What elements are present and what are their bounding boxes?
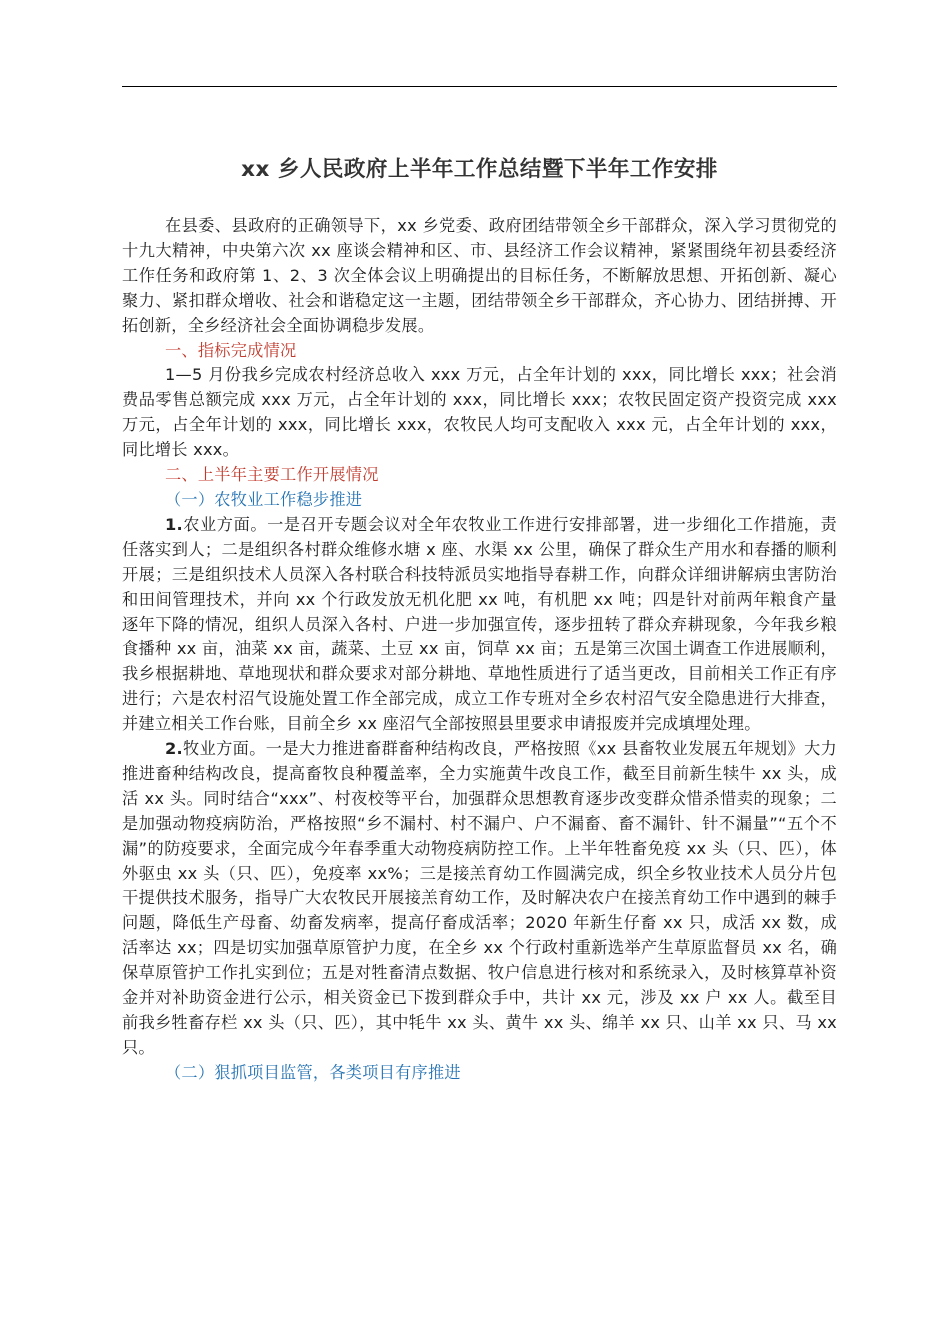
subsection-heading-agriculture: （一）农牧业工作稳步推进 xyxy=(165,489,363,509)
section-heading-indicators: 一、指标完成情况 xyxy=(165,340,297,360)
agriculture-paragraph xyxy=(122,513,837,737)
animal-husbandry-paragraph xyxy=(122,737,837,1061)
document-body xyxy=(122,214,837,1086)
item-number: 1. xyxy=(165,514,183,534)
document-title: xx 乡人民政府上半年工作总结暨下半年工作安排 xyxy=(241,157,718,182)
section-heading-main-work: 二、上半年主要工作开展情况 xyxy=(165,465,379,485)
indicators-paragraph: 1—5 月份我乡完成农村经济总收入 xxx 万元，占全年计划的 xxx，同比增长 xxx；社会消费品零售总额完成 xxx 万元，占全年计划的 xxx，同比增长 xxx；农牧民固定资产投资完成 xxx 万元，占全年计划的 xxx，同比增长 xxx，农牧民人均可支配收入 xxx 元，占全年计划的 xxx，同比增长 xxx。 xyxy=(122,365,837,460)
intro-paragraph: 在县委、县政府的正确领导下，xx 乡党委、政府团结带领全乡干部群众，深入学习贯彻党的十九大精神，中央第六次 xx 座谈会精神和区、市、县经济工作会议精神，紧紧围绕年初县委经济工作任务和政府第 1、2、3 次全体会议上明确提出的目标任务，不断解放思想、开拓创新、凝心聚力、紧扣群众增收、社会和谐稳定这一主题，团结带领全乡干部群众，齐心协力、团结拼搏、开拓创新，全乡经济社会全面协调稳步发展。 xyxy=(122,216,837,335)
item-text: 牧业方面。一是大力推进畜群畜种结构改良，严格按照《xx 县畜牧业发展五年规划》大力推进畜种结构改良，提高畜牧良种覆盖率，全力实施黄牛改良工作，截至目前新生犊牛 xx 头，成活 xx 头。同时结合“xxx”、村夜校等平台，加强群众思想教育逐步改变群众惜杀惜卖的现象；二是加强动物疫病防治，严格按照“乡不漏村、村不漏户、户不漏畜、畜不漏针、针不漏量”“五个不漏”的防疫要求，全面完成今年春季重大动物疫病防控工作。上半年牲畜免疫 xx 头（只、匹），体外驱虫 xx 头（只、匹），免疫率 xx%；三是接羔育幼工作圆满完成，织全乡牧业技术人员分片包干提供技术服务，指导广大农牧民开展接羔育幼工作，及时解决农户在接羔育幼工作中遇到的棘手问题，降低生产母畜、幼畜发病率，提高仔畜成活率；2020 年新生仔畜 xx 只，成活 xx 数，成活率达 xx；四是切实加强草原管护力度，在全乡 xx 个行政村重新选举产生草原监督员 xx 名，确保草原管护工作扎实到位；五是对牲畜清点数据、牧户信息进行核对和系统录入，及时核算草补资金并对补助资金进行公示，相关资金已下拨到群众手中，共计 xx 元，涉及 xx 户 xx 人。截至目前我乡牲畜存栏 xx 头（只、匹），其中牦牛 xx 头、黄牛 xx 头、绵羊 xx 只、山羊 xx 只、马 xx 只。 xyxy=(122,739,837,1057)
item-text: 农业方面。一是召开专题会议对全年农牧业工作进行安排部署，进一步细化工作措施，责任落实到人；二是组织各村群众维修水塘 x 座、水渠 xx 公里，确保了群众生产用水和春播的顺利开展；三是组织技术人员深入各村联合科技特派员实地指导春耕工作，向群众详细讲解病虫害防治和田间管理技术，并向 xx 个行政发放无机化肥 xx 吨，有机肥 xx 吨；四是针对前两年粮食产量逐年下降的情况，组织人员深入各村、户进一步加强宣传，逐步扭转了群众弃耕现象，今年我乡粮食播种 xx 亩，油菜 xx 亩，蔬菜、土豆 xx 亩，饲草 xx 亩；五是第三次国土调查工作进展顺利，我乡根据耕地、草地现状和群众要求对部分耕地、草地性质进行了适当更改，目前相关工作正有序进行；六是农村沼气设施处置工作全部完成，成立工作专班对全乡农村沼气安全隐患进行大排查，并建立相关工作台账，目前全乡 xx 座沼气全部按照县里要求申请报废并完成填埋处理。 xyxy=(122,514,837,734)
subsection-heading-projects: （二）狠抓项目监管，各类项目有序推进 xyxy=(165,1062,461,1082)
item-number: 2. xyxy=(165,739,183,759)
header-rule xyxy=(122,86,837,87)
